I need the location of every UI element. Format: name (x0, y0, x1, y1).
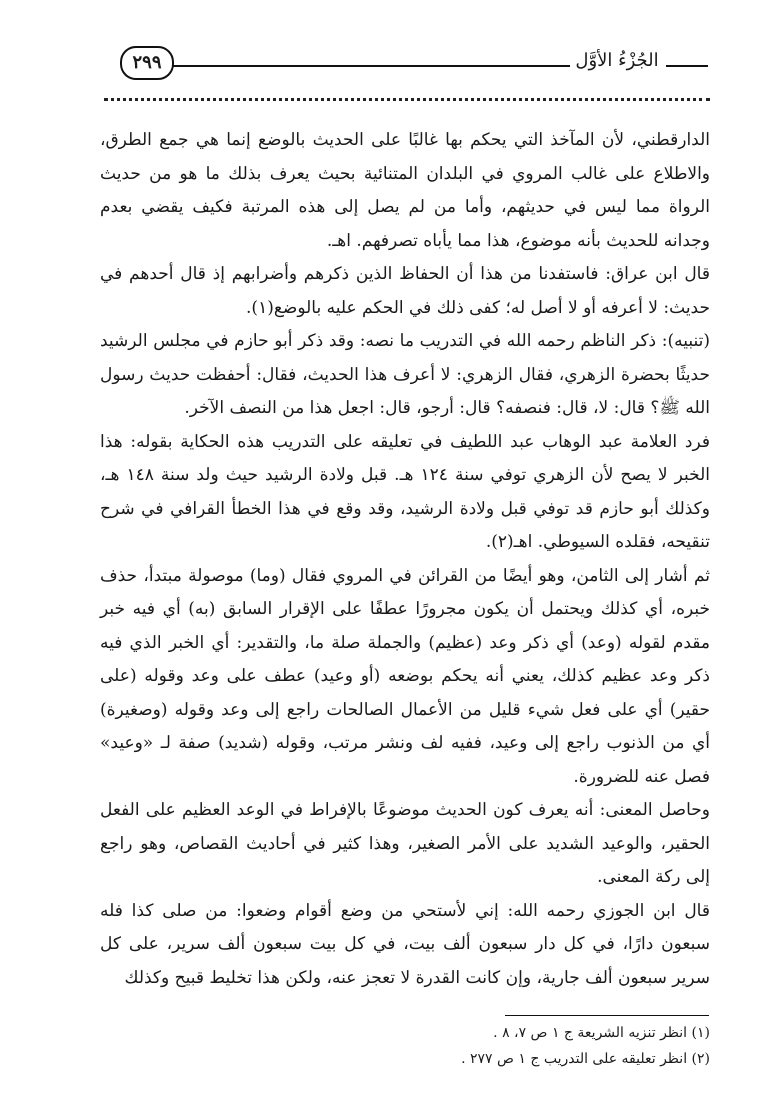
header-rule-short (666, 65, 708, 67)
paragraph: قال ابن الجوزي رحمه الله: إني لأستحي من وضع أقوام وضعوا: من صلى كذا فله سبعون دارًا، في كل دار سبعون ألف بيت، في كل بيت سبعون ألف سرير، على كل سرير سبعون ألف جارية، وإن كانت القدرة لا تعجز عنه، ولكن هذا تخليط قبيح وكذلك (100, 900, 710, 988)
footnote: (١) انظر تنزيه الشريعة ج ١ ص ٧، ٨ . (493, 1025, 710, 1041)
page-number: ٢٩٩ (120, 46, 174, 80)
paragraph: فرد العلامة عبد الوهاب عبد اللطيف في تعليقه على التدريب هذه الحكاية بقوله: هذا الخبر لا يصح لأن الزهري توفي سنة ١٢٤ هـ. قبل ولادة الرشيد حيث ولد سنة ١٤٨ هـ، وكذلك أبو حازم قد توفي قبل ولادة الرشيد، وقد وقع في هذا الخطأ القرافي في شرح تنقيحه، فقلده السيوطي. اهـ(٢). (100, 431, 710, 552)
footnote: (٢) انظر تعليقه على التدريب ج ١ ص ٢٧٧ . (461, 1051, 710, 1067)
paragraph: (تنبيه): ذكر الناظم رحمه الله في التدريب ما نصه: وقد ذكر أبو حازم في مجلس الرشيد حديثًا بحضرة الزهري، فقال الزهري: لا أعرف هذا الحديث، فقال: أحفظت حديث رسول الله ﷺ؟ قال: لا، قال: فنصفه؟ قال: أرجو، قال: اجعل هذا من النصف الآخر. (100, 331, 710, 418)
paragraph: ثم أشار إلى الثامن، وهو أيضًا من القرائن في المروي فقال (وما) موصولة مبتدأ، حذف خبره، أي كذلك ويحتمل أن يكون مجرورًا عطفًا على الإقرار السابق (به) أي فيه خبر مقدم لقوله (وعد) أي ذكر وعد (عظيم) والجملة صلة ما، والتقدير: أي الخبر الذي فيه ذكر وعد عظيم كذلك، يعني أنه يحكم بوضعه (أو وعيد) عطف على وعد وقوله (على حقير) أي على فعل شيء قليل من الأعمال الصالحات راجع إلى وعد وقوله (وصغيرة) أي من الذنوب راجع إلى وعيد، ففيه لف ونشر مرتب، وقوله (شديد) صفة لـ «وعيد» فصل عنه للضرورة. (100, 565, 710, 787)
paragraph: قال ابن عراق: فاستفدنا من هذا أن الحفاظ الذين ذكرهم وأضرابهم إذ قال أحدهم في حديث: لا أعرفه أو لا أصل له؛ كفى ذلك في الحكم عليه بالوضع(١). (100, 264, 710, 318)
main-text (100, 124, 710, 995)
running-head: الجُزْءُ الأوَّل (570, 46, 664, 76)
page-header (100, 42, 710, 82)
paragraph: وحاصل المعنى: أنه يعرف كون الحديث موضوعًا بالإفراط في الوعد العظيم على الفعل الحقير، والوعيد الشديد على الأمر الصغير، وهذا كثير في أحاديث القصاص، وهو راجع إلى ركة المعنى. (100, 800, 710, 887)
dotted-divider (104, 98, 710, 101)
paragraph: الدارقطني، لأن المآخذ التي يحكم بها غالبًا على الحديث بالوضع إنما هي جمع الطرق، والاطلاع على غالب المروي في البلدان المتنائية بحيث يعرف بذلك ما هو من حديث الرواة مما ليس في حديثهم، وأما من لم يصل إلى هذه المرتبة فكيف يقضي بعدم وجدانه للحديث بأنه موضوع، هذا مما يأباه تصرفهم. اهـ. (100, 130, 710, 251)
footnote-separator (505, 1015, 709, 1016)
footnotes (100, 1020, 710, 1072)
